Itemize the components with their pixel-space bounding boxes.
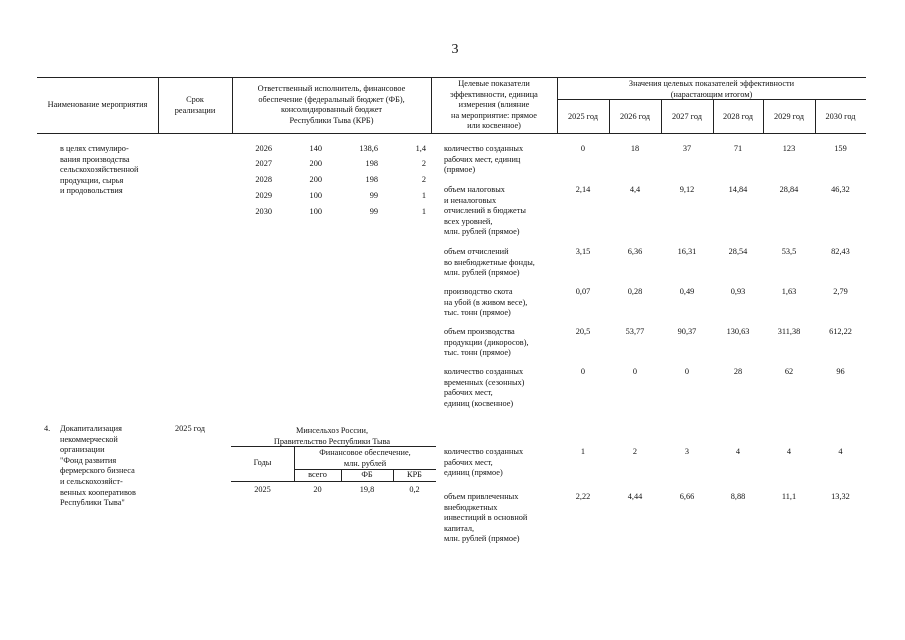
indicator-value: 0,49 — [679, 287, 695, 296]
row-number: 4. — [44, 424, 51, 433]
subtable-top-rule — [231, 446, 436, 447]
finance-krb: 0,2 — [409, 485, 420, 494]
indicator-label: количество созданных временных (сезонных) рабочих мест, единиц (косвенное) — [444, 367, 525, 408]
year-header: 2029 год — [774, 112, 804, 121]
finance-year: 2025 — [254, 485, 271, 494]
indicator-value: 4,44 — [627, 492, 643, 501]
indicator-value: 0 — [632, 367, 638, 376]
subtable-fb-header: ФБ — [361, 470, 373, 479]
indicator-value: 1 — [580, 447, 586, 456]
indicator-value: 96 — [836, 367, 845, 376]
indicator-value: 28,54 — [728, 247, 748, 256]
finance-year: 2027 — [255, 159, 272, 168]
indicator-value: 46,32 — [831, 185, 850, 194]
finance-total: 200 — [309, 159, 322, 168]
indicator-value: 2,22 — [575, 492, 591, 501]
indicator-value: 4 — [786, 447, 792, 456]
finance-year: 2026 — [255, 144, 272, 153]
indicator-value: 18 — [630, 144, 640, 153]
indicator-value: 0 — [684, 367, 690, 376]
indicator-value: 1,63 — [781, 287, 797, 296]
header-name: Наименование мероприятия — [47, 100, 148, 109]
indicator-value: 16,31 — [677, 247, 697, 256]
indicator-label: объем производства продукции (дикоросов), тыс. тонн (прямое) — [444, 327, 529, 358]
finance-krb: 1 — [421, 191, 426, 200]
indicator-value: 130,63 — [726, 327, 750, 336]
finance-total: 140 — [309, 144, 322, 153]
indicator-value: 2 — [632, 447, 638, 456]
finance-krb: 1,4 — [415, 144, 426, 153]
indicator-value: 4 — [735, 447, 741, 456]
indicator-value: 0 — [580, 367, 586, 376]
finance-fb: 99 — [369, 207, 378, 216]
finance-year: 2030 — [255, 207, 272, 216]
subtable-krb-header: КРБ — [407, 470, 422, 479]
header-responsible: Ответственный исполнитель, финансовое обеспечение (федеральный бюджет (ФБ), консолидированный бюджет Республики Тыва (КРБ) — [257, 84, 406, 125]
subtable-total-header: всего — [308, 470, 327, 479]
indicator-value: 159 — [834, 144, 847, 153]
indicator-label: объем налоговых и неналоговых отчислений в бюджеты всех уровней, млн. рублей (прямое) — [444, 185, 526, 237]
indicator-value: 53,5 — [781, 247, 797, 256]
finance-total: 200 — [309, 175, 322, 184]
indicator-value: 2,14 — [575, 185, 591, 194]
header-term: Срок реализации — [174, 95, 216, 115]
indicator-value: 9,12 — [679, 185, 695, 194]
indicator-value: 13,32 — [831, 492, 850, 501]
indicator-label: количество созданных рабочих мест, единиц (прямое) — [444, 447, 524, 478]
activity-term: 2025 год — [175, 424, 205, 433]
indicator-label: объем отчислений во внебюджетные фонды, млн. рублей (прямое) — [444, 247, 535, 278]
finance-fb: 138,6 — [359, 144, 378, 153]
year-header: 2028 год — [723, 112, 753, 121]
indicator-value: 311,38 — [777, 327, 801, 336]
responsible-executor: Минсельхоз России, Правительство Республики Тыва — [273, 426, 391, 446]
finance-fb: 19,8 — [359, 485, 375, 494]
indicator-value: 0,28 — [627, 287, 643, 296]
finance-total: 20 — [313, 485, 322, 494]
indicator-value: 6,66 — [679, 492, 695, 501]
indicator-label: количество созданных рабочих мест, единиц (прямое) — [444, 144, 524, 175]
finance-total: 100 — [309, 207, 322, 216]
indicator-value: 3 — [684, 447, 690, 456]
indicator-value: 612,22 — [829, 327, 852, 336]
finance-total: 100 — [309, 191, 322, 200]
indicator-value: 123 — [782, 144, 796, 153]
subtable-finance-header: Финансовое обеспечение, млн. рублей — [319, 448, 411, 468]
finance-fb: 99 — [369, 191, 378, 200]
finance-year: 2029 — [255, 191, 272, 200]
indicator-value: 28,84 — [779, 185, 799, 194]
header-target: Целевые показатели эффективности, единица измерения (влияние на мероприятие: прямое или косвенное) — [450, 79, 538, 131]
finance-year: 2028 — [255, 175, 272, 184]
indicator-value: 0,93 — [730, 287, 746, 296]
indicator-value: 2,79 — [833, 287, 848, 296]
indicator-value: 4,4 — [629, 185, 641, 194]
subtable-years: Годы — [253, 458, 272, 467]
year-header: 2027 год — [672, 112, 702, 121]
indicator-value: 0,07 — [575, 287, 591, 296]
year-header: 2026 год — [620, 112, 650, 121]
header-bottom-rule — [37, 133, 866, 134]
indicator-value: 14,84 — [728, 185, 748, 194]
finance-krb: 2 — [421, 175, 426, 184]
indicator-value: 82,43 — [831, 247, 850, 256]
finance-fb: 198 — [365, 175, 378, 184]
indicator-value: 90,37 — [677, 327, 697, 336]
header-top-rule — [37, 77, 866, 78]
indicator-value: 0 — [580, 144, 586, 153]
indicator-value: 71 — [733, 144, 743, 153]
indicator-value: 11,1 — [781, 492, 797, 501]
subtable-bottom-rule — [231, 481, 436, 482]
indicator-value: 53,77 — [625, 327, 645, 336]
indicator-value: 20,5 — [575, 327, 591, 336]
indicator-value: 62 — [784, 367, 794, 376]
indicator-value: 6,36 — [627, 247, 643, 256]
header-values: Значения целевых показателей эффективности (нарастающим итогом) — [628, 79, 795, 99]
page-number: 3 — [451, 42, 459, 57]
year-header: 2030 год — [825, 112, 856, 121]
indicator-value: 37 — [682, 144, 692, 153]
indicator-label: объем привлеченных внебюджетных инвестиций в основной капитал, млн. рублей (прямое) — [444, 492, 528, 544]
finance-krb: 2 — [421, 159, 426, 168]
finance-krb: 1 — [421, 207, 426, 216]
indicator-label: производство скота на убой (в живом весе), тыс. тонн (прямое) — [444, 287, 528, 318]
activity-name: в целях стимулиро- вания производства сельскохозяйственной продукции, сырья и продовольствия — [60, 144, 139, 196]
activity-name: Докапитализация некоммерческой организации "Фонд развития фермерского бизнеса и сельскохозяйст- венных кооперативов Республики Тыва" — [60, 424, 136, 508]
indicator-value: 28 — [733, 367, 743, 376]
finance-fb: 198 — [365, 159, 378, 168]
indicator-value: 3,15 — [575, 247, 591, 256]
indicator-value: 8,88 — [730, 492, 746, 501]
year-header: 2025 год — [568, 112, 598, 121]
indicator-value: 4 — [838, 447, 843, 456]
